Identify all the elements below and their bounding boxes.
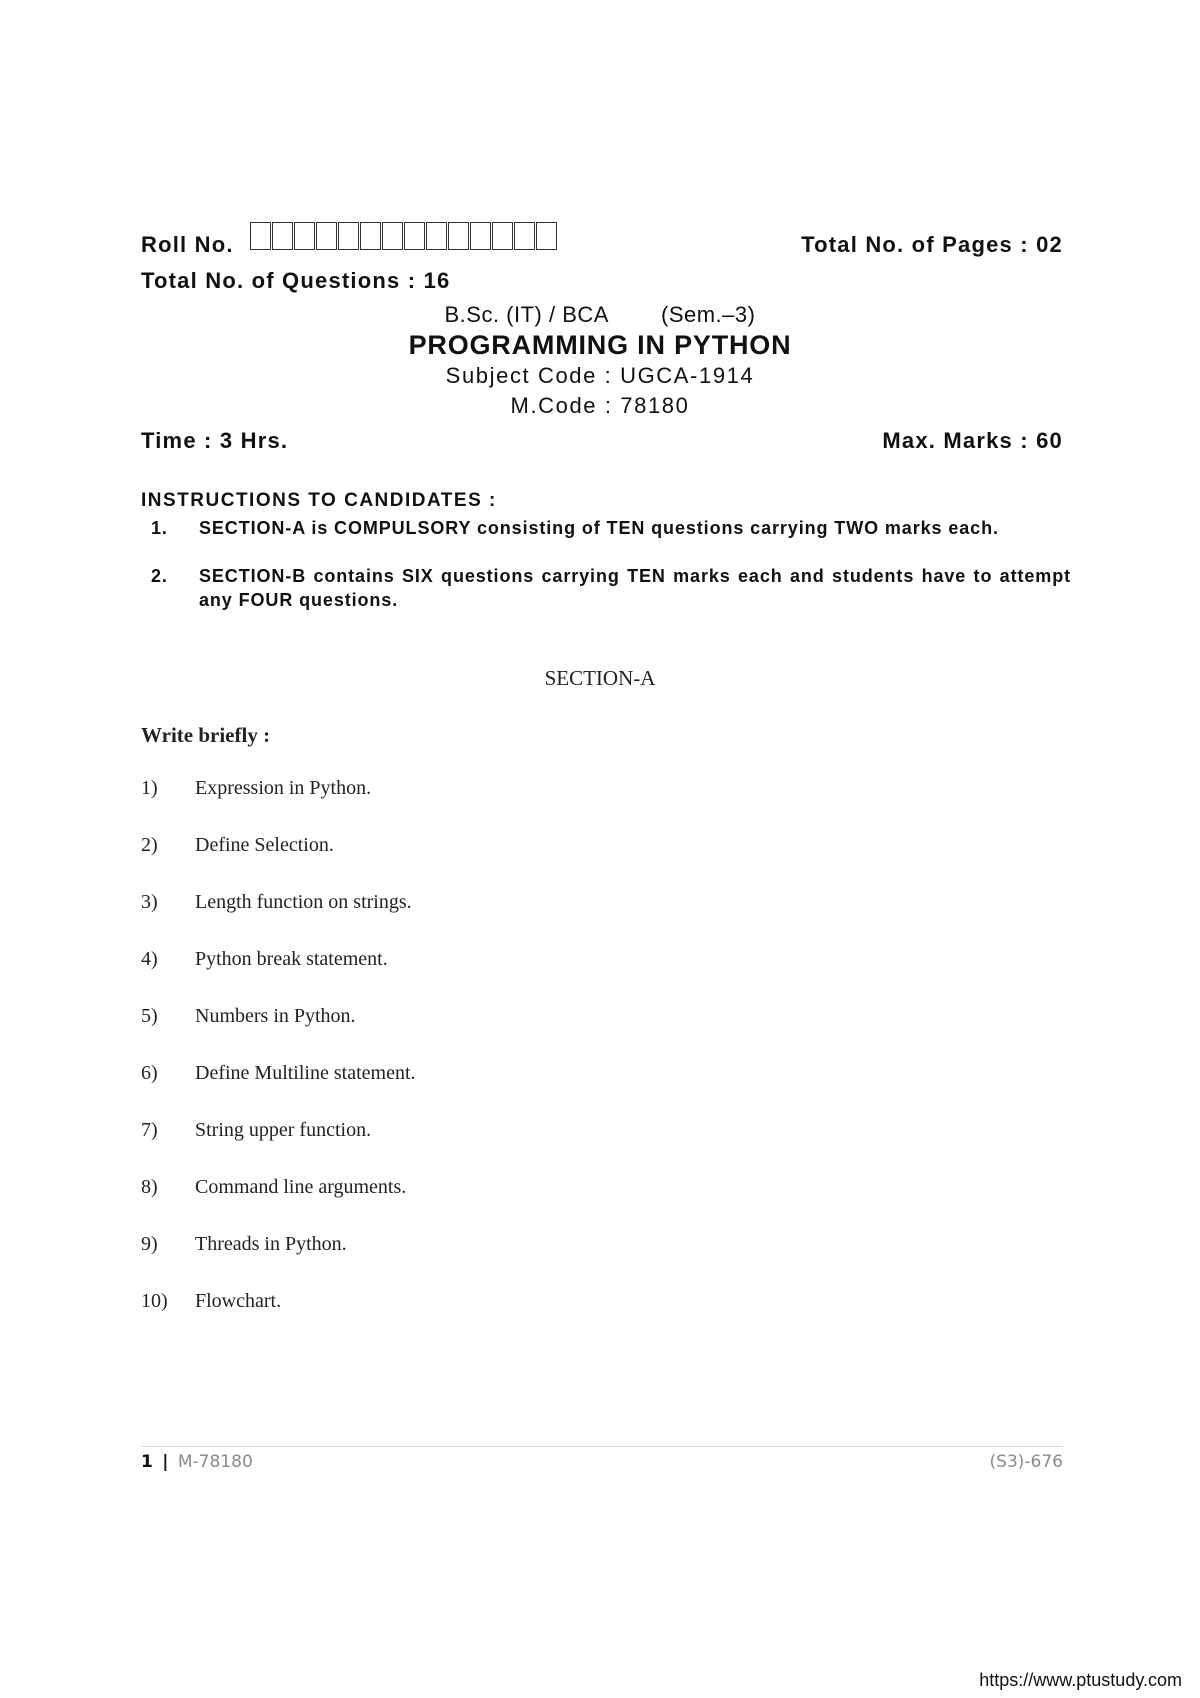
instruction-item — [151, 516, 1071, 540]
instruction-number: 1. — [151, 518, 168, 538]
footer-separator: | — [162, 1452, 169, 1472]
roll-no-box[interactable] — [448, 222, 469, 250]
roll-no-box[interactable] — [470, 222, 491, 250]
roll-no-box[interactable] — [316, 222, 337, 250]
question-number: 6) — [141, 1062, 158, 1084]
section-a-title: SECTION-A — [544, 666, 656, 690]
roll-no-box[interactable] — [338, 222, 359, 250]
course-name: B.Sc. (IT) / BCA — [444, 302, 608, 327]
roll-no-box[interactable] — [272, 222, 293, 250]
footer-right: (S3)-676 — [989, 1452, 1063, 1472]
question-number: 9) — [141, 1233, 158, 1255]
question-number: 7) — [141, 1119, 158, 1141]
roll-no-box[interactable] — [426, 222, 447, 250]
question-number: 8) — [141, 1176, 158, 1198]
semester: (Sem.–3) — [661, 302, 756, 327]
subject-title: PROGRAMMING IN PYTHON — [408, 330, 792, 360]
total-pages: Total No. of Pages : 02 — [801, 232, 1063, 257]
roll-no-box[interactable] — [382, 222, 403, 250]
question-number: 1) — [141, 777, 158, 799]
max-marks-label: Max. Marks : 60 — [882, 428, 1063, 453]
roll-no-box[interactable] — [294, 222, 315, 250]
question-number: 10) — [141, 1290, 168, 1312]
question-text: Define Multiline statement. — [195, 1062, 416, 1084]
instruction-text: SECTION-B contains SIX questions carrying TEN marks each and students have to attempt any FOUR questions. — [199, 566, 1071, 610]
footer-code: M-78180 — [177, 1452, 253, 1472]
roll-no-box[interactable] — [492, 222, 513, 250]
roll-no-box[interactable] — [536, 222, 557, 250]
time-label: Time : 3 Hrs. — [141, 428, 289, 453]
roll-no-box[interactable] — [404, 222, 425, 250]
section-a-subtitle: Write briefly : — [141, 723, 271, 747]
instructions-title: INSTRUCTIONS TO CANDIDATES : — [141, 490, 497, 511]
question-number: 2) — [141, 834, 158, 856]
course-line — [0, 302, 1200, 328]
roll-no-box[interactable] — [514, 222, 535, 250]
question-text: Length function on strings. — [195, 891, 412, 913]
watermark-url[interactable]: https://www.ptustudy.com — [979, 1670, 1182, 1690]
roll-no-label: Roll No. — [141, 232, 234, 257]
question-text: Expression in Python. — [195, 777, 372, 799]
page-number: 1 — [141, 1452, 153, 1472]
instruction-item — [151, 564, 1071, 612]
total-questions: Total No. of Questions : 16 — [141, 268, 451, 293]
footer-divider — [141, 1446, 1063, 1447]
question-text: Numbers in Python. — [195, 1005, 356, 1027]
question-number: 4) — [141, 948, 158, 970]
question-text: Python break statement. — [195, 948, 388, 970]
question-text: String upper function. — [195, 1119, 372, 1141]
instruction-number: 2. — [151, 566, 168, 586]
question-text: Command line arguments. — [195, 1176, 407, 1198]
question-number: 3) — [141, 891, 158, 913]
roll-no-box[interactable] — [360, 222, 381, 250]
roll-no-boxes[interactable] — [250, 222, 558, 250]
m-code: M.Code : 78180 — [510, 393, 690, 418]
question-text: Flowchart. — [195, 1290, 282, 1312]
question-number: 5) — [141, 1005, 158, 1027]
roll-no-box[interactable] — [250, 222, 271, 250]
subject-code: Subject Code : UGCA-1914 — [445, 363, 755, 388]
footer-left — [141, 1452, 253, 1472]
question-text: Define Selection. — [195, 834, 334, 856]
question-text: Threads in Python. — [195, 1233, 347, 1255]
instruction-text: SECTION-A is COMPULSORY consisting of TEN questions carrying TWO marks each. — [199, 518, 999, 538]
